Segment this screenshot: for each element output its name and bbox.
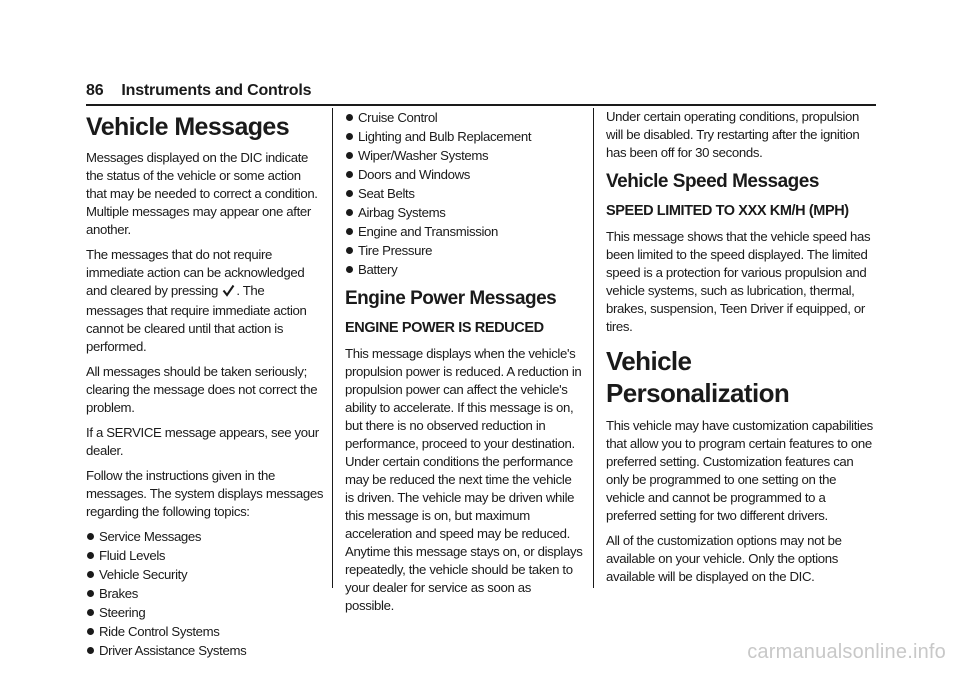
bullet-icon — [87, 609, 94, 616]
bullet-icon — [346, 247, 353, 254]
list-item: Brakes — [86, 585, 324, 603]
bullet-icon — [87, 571, 94, 578]
paragraph: This message displays when the vehicle's propulsion power is reduced. A reduction in propulsion power can affect the vehicle's ability to accelerate. If this message is on, but there is no observed reduction in performance, proceed to your destination. Under certain conditions the performance may be reduced the next time the vehicle is driven. The vehicle may be driven while this message is on, but maximum acceleration and speed may be reduced. Anytime this message stays on, or displays repeatedly, the vehicle should be taken to your dealer for service as soon as possible. — [345, 346, 583, 613]
topics-list-continued — [345, 109, 583, 279]
bullet-icon — [346, 114, 353, 121]
list-item: Fluid Levels — [86, 547, 324, 565]
bullet-icon — [346, 266, 353, 273]
page-header — [86, 82, 311, 100]
column-3 — [606, 108, 876, 593]
section-title: Instruments and Controls — [121, 82, 312, 99]
heading-vehicle-personalization: Vehicle Personalization — [606, 346, 790, 408]
list-item: Battery — [345, 261, 583, 279]
heading-vehicle-speed-messages: Vehicle Speed Messages — [606, 171, 819, 192]
list-item: Airbag Systems — [345, 204, 583, 222]
list-item: Steering — [86, 604, 324, 622]
subheading-engine-power-reduced: ENGINE POWER IS REDUCED — [345, 320, 544, 336]
paragraph: This message shows that the vehicle speed has been limited to the speed displayed. The limited speed is a protection for various propulsion and vehicle systems, such as lubrication, thermal, brakes, suspension, Teen Driver if equipped, or tires. — [606, 229, 871, 334]
list-item: Doors and Windows — [345, 166, 583, 184]
bullet-icon — [346, 133, 353, 140]
column-divider — [593, 108, 594, 588]
paragraph-text: . The messages that require immediate action cannot be cleared until that action is performed. — [86, 283, 307, 354]
watermark: carmanualsonline.info — [747, 641, 946, 663]
paragraph: All of the customization options may not be available on your vehicle. Only the options available will be displayed on the DIC. — [606, 533, 842, 584]
list-item: Lighting and Bulb Replacement — [345, 128, 583, 146]
bullet-icon — [87, 628, 94, 635]
list-item: Tire Pressure — [345, 242, 583, 260]
list-item: Driver Assistance Systems — [86, 642, 324, 660]
paragraph-acknowledge — [86, 246, 324, 356]
list-item: Seat Belts — [345, 185, 583, 203]
heading-engine-power-messages: Engine Power Messages — [345, 288, 557, 309]
topics-list — [86, 528, 324, 660]
paragraph: Messages displayed on the DIC indicate the status of the vehicle or some action that may be needed to correct a condition. Multiple messages may appear one after another. — [86, 150, 318, 237]
bullet-icon — [346, 171, 353, 178]
list-item: Ride Control Systems — [86, 623, 324, 641]
list-item: Service Messages — [86, 528, 324, 546]
bullet-icon — [346, 190, 353, 197]
list-item: Vehicle Security — [86, 566, 324, 584]
bullet-icon — [87, 552, 94, 559]
checkmark-icon — [222, 284, 235, 302]
page-number: 86 — [86, 82, 104, 99]
paragraph: Under certain operating conditions, propulsion will be disabled. Try restarting after the ignition has been off for 30 seconds. — [606, 109, 860, 160]
paragraph-text: The messages that do not require immediate action can be acknowledged and cleared by pressing — [86, 247, 305, 298]
column-2 — [345, 108, 583, 622]
bullet-icon — [346, 228, 353, 235]
paragraph: If a SERVICE message appears, see your dealer. — [86, 425, 319, 458]
bullet-icon — [346, 209, 353, 216]
list-item: Wiper/Washer Systems — [345, 147, 583, 165]
subheading-speed-limited: SPEED LIMITED TO XXX KM/H (MPH) — [606, 203, 849, 219]
paragraph: Follow the instructions given in the messages. The system displays messages regarding the following topics: — [86, 468, 324, 519]
paragraph: All messages should be taken seriously; clearing the message does not correct the problem. — [86, 364, 318, 415]
list-item: Engine and Transmission — [345, 223, 583, 241]
list-item: Cruise Control — [345, 109, 583, 127]
heading-vehicle-messages: Vehicle Messages — [86, 113, 290, 141]
bullet-icon — [87, 647, 94, 654]
bullet-icon — [87, 590, 94, 597]
column-divider — [332, 108, 333, 588]
bullet-icon — [87, 533, 94, 540]
column-1 — [86, 108, 324, 661]
header-rule — [86, 104, 876, 106]
paragraph: This vehicle may have customization capabilities that allow you to program certain features to one preferred setting. Customization features can only be programmed to one setting on the vehicle and cannot be programmed to a preferred setting for two different drivers. — [606, 418, 873, 523]
bullet-icon — [346, 152, 353, 159]
